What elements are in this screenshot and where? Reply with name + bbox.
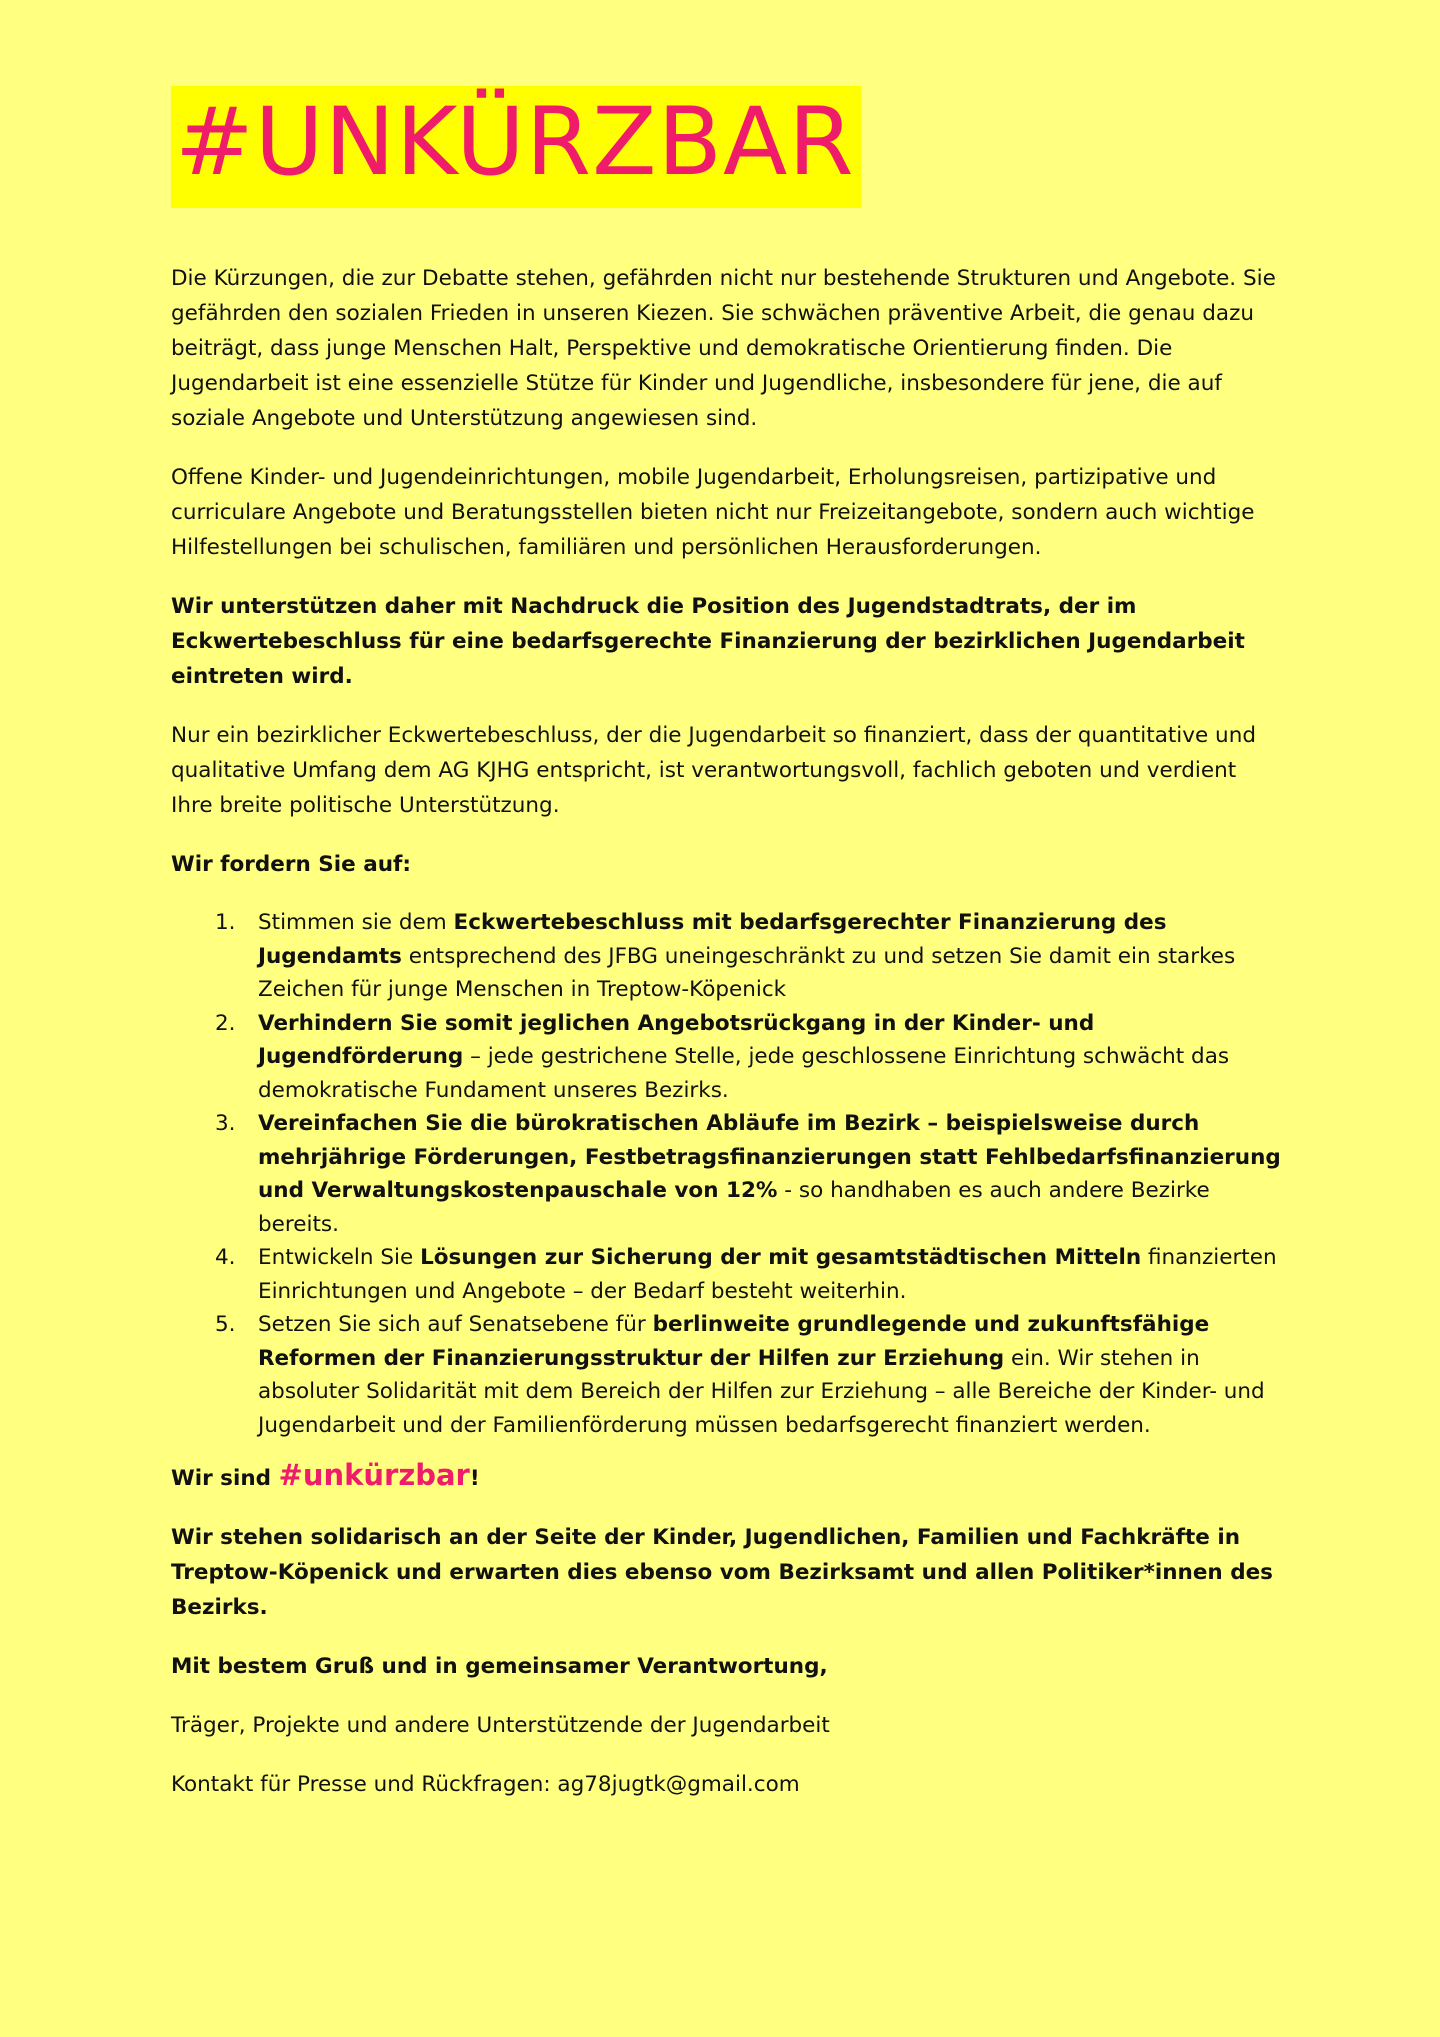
paragraph-support: Wir unterstützen daher mit Nachdruck die Position des Jugendstadtrats, der im Eckwertebeschluss für eine bedarfsgerechte Finanzierung der bezirklichen Jugendarbeit eintreten wird. — [171, 594, 1245, 689]
demand-item — [171, 1007, 1281, 1108]
demand-number: 2. — [215, 1010, 236, 1036]
demand-number: 1. — [215, 910, 236, 935]
demand-emphasis: Eckwertebeschluss mit bedarfsgerechter Finanzierung des Jugendamts — [258, 910, 1167, 969]
paragraph-solidarity: Wir stehen solidarisch an der Seite der Kinder, Jugendlichen, Familien und Fachkräfte in Treptow-Köpenick und erwarten dies ebenso vom Bezirksamt und allen Politiker*innen des Bezirks. — [171, 1525, 1273, 1620]
demand-text: finanzierten Einrichtungen und Angebote – der Bedarf besteht weiterhin. — [258, 1245, 1277, 1304]
letter-body — [171, 261, 1281, 1802]
page-title: #UNKÜRZBAR — [175, 88, 855, 197]
contact-line: Kontakt für Presse und Rückfragen: ag78jugtk@gmail.com — [171, 1772, 800, 1797]
wir-sind-line — [171, 1458, 1281, 1496]
demands-intro: Wir fordern Sie auf: — [171, 852, 411, 877]
demand-text: Entwickeln Sie — [258, 1245, 421, 1270]
demand-text: entsprechend des JFBG uneingeschränkt zu und setzen Sie damit ein starkes Zeichen für junge Menschen in Treptow-Köpenick — [258, 943, 1236, 1002]
demand-item — [171, 1107, 1281, 1241]
demand-text: - so handhaben es auch andere Bezirke bereits. — [258, 1178, 1210, 1237]
letter-page — [171, 86, 1281, 1826]
demand-item — [171, 906, 1281, 1007]
hashtag: #unkürzbar — [278, 1458, 470, 1492]
paragraph-cuts: Die Kürzungen, die zur Debatte stehen, gefährden nicht nur bestehende Strukturen und Angebote. Sie gefährden den sozialen Frieden in unseren Kiezen. Sie schwächen präventive Arbeit, die genau dazu beiträgt, dass junge Menschen Halt, Perspektive und demokratische Orientierung finden. Die Jugendarbeit ist eine essenzielle Stütze für Kinder und Jugendliche, insbesondere für jene, die auf soziale Angebote und Unterstützung angewiesen sind. — [171, 266, 1276, 431]
paragraph-resolution: Nur ein bezirklicher Eckwertebeschluss, der die Jugendarbeit so finanziert, dass der quantitative und qualitative Umfang dem AG KJHG entspricht, ist verantwortungsvoll, fachlich geboten und verdient Ihre breite politische Unterstützung. — [171, 723, 1256, 818]
demand-text: – jede gestrichene Stelle, jede geschlossene Einrichtung schwächt das demokratische Fundament unseres Bezirks. — [258, 1044, 1230, 1103]
signature: Träger, Projekte und andere Unterstützende der Jugendarbeit — [171, 1713, 830, 1738]
paragraph-offers: Offene Kinder- und Jugendeinrichtungen, mobile Jugendarbeit, Erholungsreisen, partizipative und curriculare Angebote und Beratungsstellen bieten nicht nur Freizeitangebote, sondern auch wichtige Hilfestellungen bei schulischen, familiären und persönlichen Herausforderungen. — [171, 465, 1255, 560]
demand-item — [171, 1308, 1281, 1442]
demand-emphasis: Lösungen zur Sicherung der mit gesamtstädtischen Mitteln — [420, 1245, 1142, 1270]
greeting: Mit bestem Gruß und in gemeinsamer Verantwortung, — [171, 1654, 828, 1679]
demand-number: 3. — [215, 1111, 236, 1136]
demand-text: Stimmen sie dem — [258, 910, 454, 935]
demand-emphasis: berlinweite grundlegende und zukunftsfähige Reformen der Finanzierungsstruktur der Hilfen zur Erziehung — [258, 1312, 1210, 1371]
demand-emphasis: Verhindern Sie somit jeglichen Angebotsrückgang in der Kinder- und Jugendförderung — [258, 1010, 1095, 1069]
wir-sind-text: Wir sind — [171, 1466, 279, 1491]
demand-text: Setzen Sie sich auf Senatsebene für — [258, 1312, 653, 1337]
demand-item — [171, 1241, 1281, 1308]
exclamation: ! — [469, 1466, 480, 1491]
demands-list — [171, 906, 1281, 1442]
demand-number: 4. — [215, 1245, 236, 1270]
title-highlight — [171, 86, 861, 208]
demand-text: ein. Wir stehen in absoluter Solidarität mit dem Bereich der Hilfen zur Erziehung – alle Bereiche der Kinder- und Jugendarbeit und der Familienförderung müssen bedarfsgerecht finanziert werden. — [258, 1345, 1265, 1438]
demand-number: 5. — [215, 1312, 236, 1337]
demand-emphasis: Vereinfachen Sie die bürokratischen Abläufe im Bezirk – beispielsweise durch mehrjährige Förderungen, Festbetragsfinanzierungen statt Fehlbedarfsfinanzierung und Verwaltungskostenpauschale von 12% — [258, 1111, 1281, 1203]
